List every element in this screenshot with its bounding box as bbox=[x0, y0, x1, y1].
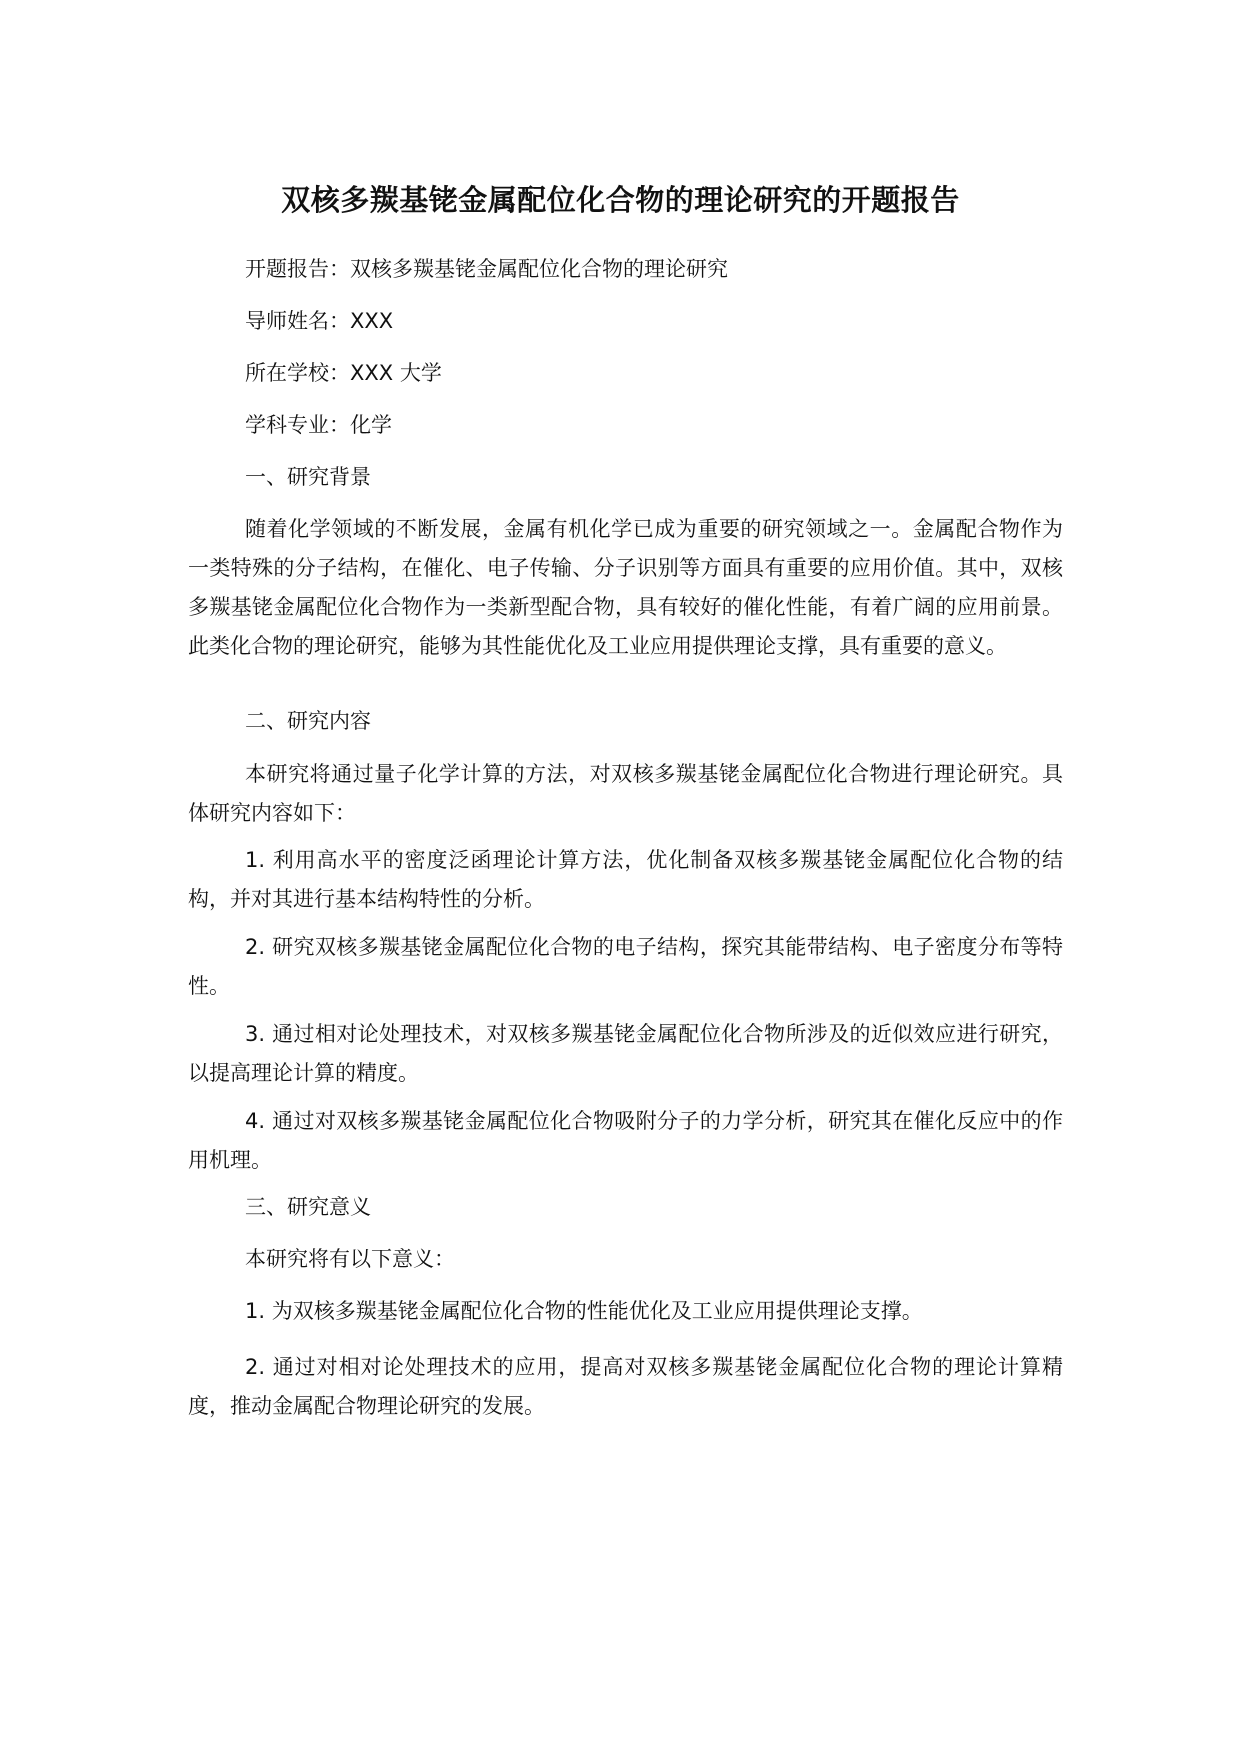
school-line: 所在学校：XXX 大学 bbox=[245, 361, 442, 385]
content-intro-paragraph: 本研究将通过量子化学计算的方法，对双核多羰基铑金属配位化合物进行理论研究。具体研究内容如下： bbox=[188, 762, 1063, 825]
content-item-1: 1. 利用高水平的密度泛函理论计算方法，优化制备双核多羰基铑金属配位化合物的结构，并对其进行基本结构特性的分析。 bbox=[188, 848, 1063, 911]
major-line: 学科专业：化学 bbox=[245, 413, 392, 437]
background-paragraph: 随着化学领域的不断发展，金属有机化学已成为重要的研究领域之一。金属配合物作为一类特殊的分子结构，在催化、电子传输、分子识别等方面具有重要的应用价值。其中，双核多羰基铑金属配位化合物作为一类新型配合物，具有较好的催化性能，有着广阔的应用前景。此类化合物的理论研究，能够为其性能优化及工业应用提供理论支撑，具有重要的意义。 bbox=[188, 517, 1063, 658]
report-title-line: 开题报告：双核多羰基铑金属配位化合物的理论研究 bbox=[245, 257, 728, 281]
content-item-4: 4. 通过对双核多羰基铑金属配位化合物吸附分子的力学分析，研究其在催化反应中的作用机理。 bbox=[188, 1109, 1063, 1172]
significance-item-2: 2. 通过对相对论处理技术的应用，提高对双核多羰基铑金属配位化合物的理论计算精度，推动金属配合物理论研究的发展。 bbox=[188, 1355, 1063, 1418]
content-item-3: 3. 通过相对论处理技术，对双核多羰基铑金属配位化合物所涉及的近似效应进行研究，以提高理论计算的精度。 bbox=[188, 1022, 1063, 1085]
significance-intro: 本研究将有以下意义： bbox=[245, 1247, 455, 1271]
significance-item-1: 1. 为双核多羰基铑金属配位化合物的性能优化及工业应用提供理论支撑。 bbox=[245, 1299, 923, 1323]
document-title: 双核多羰基铑金属配位化合物的理论研究的开题报告 bbox=[281, 183, 960, 217]
advisor-line: 导师姓名：XXX bbox=[245, 309, 394, 333]
section-heading-significance: 三、研究意义 bbox=[245, 1195, 371, 1219]
section-heading-background: 一、研究背景 bbox=[245, 465, 371, 489]
content-item-2: 2. 研究双核多羰基铑金属配位化合物的电子结构，探究其能带结构、电子密度分布等特性。 bbox=[188, 935, 1063, 998]
section-heading-content: 二、研究内容 bbox=[245, 709, 371, 733]
